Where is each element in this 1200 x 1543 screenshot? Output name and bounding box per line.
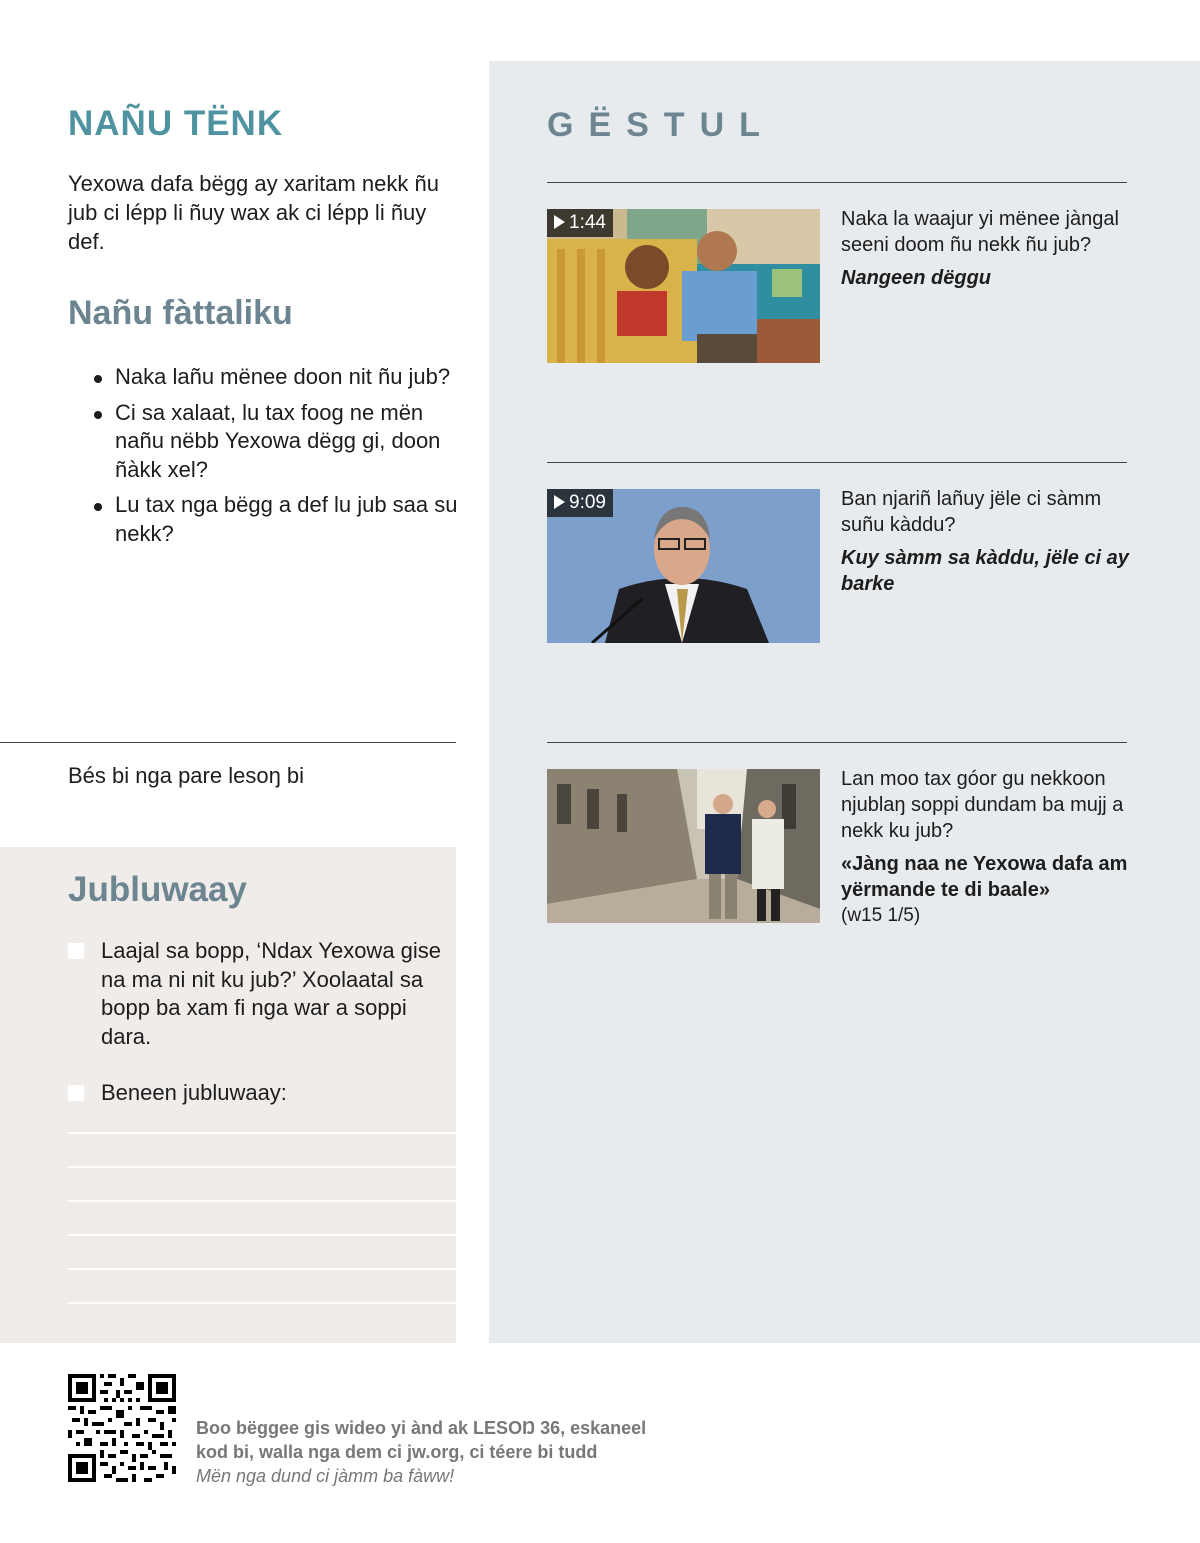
writing-line[interactable] (68, 1302, 456, 1304)
review-question: Naka lañu mënee doon nit ñu jub? (90, 363, 460, 392)
explore-title: GËSTUL (547, 106, 775, 144)
article-title-link[interactable]: «Jàng naa ne Yexowa dafa am yërmande te di baale» (841, 853, 1128, 901)
writing-line[interactable] (68, 1234, 456, 1236)
footer-line: Boo bëggee gis wideo yi ànd ak LESOŊ 36, eskaneel (196, 1418, 647, 1438)
goal-checkbox[interactable] (68, 1085, 84, 1101)
writing-line[interactable] (68, 1132, 456, 1134)
footer-text (196, 1416, 646, 1488)
photo-couple-walking (547, 769, 820, 923)
summary-title: NAÑU TËNK (68, 104, 284, 143)
completion-date-label: Bés bi nga pare lesoŋ bi (68, 763, 305, 788)
goal-item (68, 1079, 448, 1108)
divider (547, 462, 1127, 463)
qr-code[interactable] (68, 1374, 176, 1482)
divider (547, 742, 1127, 743)
divider (0, 742, 456, 743)
writing-line[interactable] (68, 1166, 456, 1168)
writing-line[interactable] (68, 1200, 456, 1202)
summary-text: Yexowa dafa bëgg ay xaritam nekk ñu jub ci lépp li ñuy wax ak ci lépp li ñuy def. (68, 171, 439, 254)
play-icon (554, 495, 565, 509)
video-title-link[interactable]: Nangeen dëggu (841, 267, 992, 289)
explore-question: Naka la waajur yi mënee jàngal seeni doom ñu nekk ñu jub? (841, 208, 1119, 256)
video-duration: 1:44 (547, 209, 613, 237)
review-question: Ci sa xalaat, lu tax foog ne mën nañu nëbb Yexowa dëgg gi, doon ñàkk xel? (90, 399, 460, 485)
article-thumbnail[interactable] (547, 769, 820, 923)
video-thumbnail[interactable] (547, 209, 820, 363)
writing-line[interactable] (68, 1268, 456, 1270)
review-question: Lu tax nga bëgg a def lu jub saa su nekk? (90, 491, 460, 548)
explore-question: Ban njariñ lañuy jële ci sàmm suñu kàddu? (841, 488, 1102, 536)
goal-text: Laajal sa bopp, ‘Ndax Yexowa gise na ma ni nit ku jub?’ Xoolaatal sa bopp ba xam fi nga war a soppi dara. (101, 938, 442, 1049)
divider (547, 182, 1127, 183)
goal-checkbox[interactable] (68, 943, 84, 959)
video-thumbnail[interactable] (547, 489, 820, 643)
goal-item (68, 937, 448, 1051)
goals-title: Jubluwaay (68, 870, 247, 909)
explore-question: Lan moo tax góor gu nekkoon njublaŋ soppi dundam ba mujj a nekk ku jub? (841, 768, 1124, 842)
play-icon (554, 215, 565, 229)
publication-reference: (w15 1/5) (841, 905, 921, 926)
review-list (90, 363, 460, 555)
review-title: Nañu fàttaliku (68, 294, 293, 332)
footer-line: kod bi, walla nga dem ci jw.org, ci téere bi tudd (196, 1442, 598, 1462)
video-title-link[interactable]: Kuy sàmm sa kàddu, jële ci ay barke (841, 547, 1129, 595)
book-title: Mën nga dund ci jàmm ba fàww! (196, 1466, 455, 1486)
goal-text: Beneen jubluwaay: (101, 1080, 287, 1105)
video-duration: 9:09 (547, 489, 613, 517)
